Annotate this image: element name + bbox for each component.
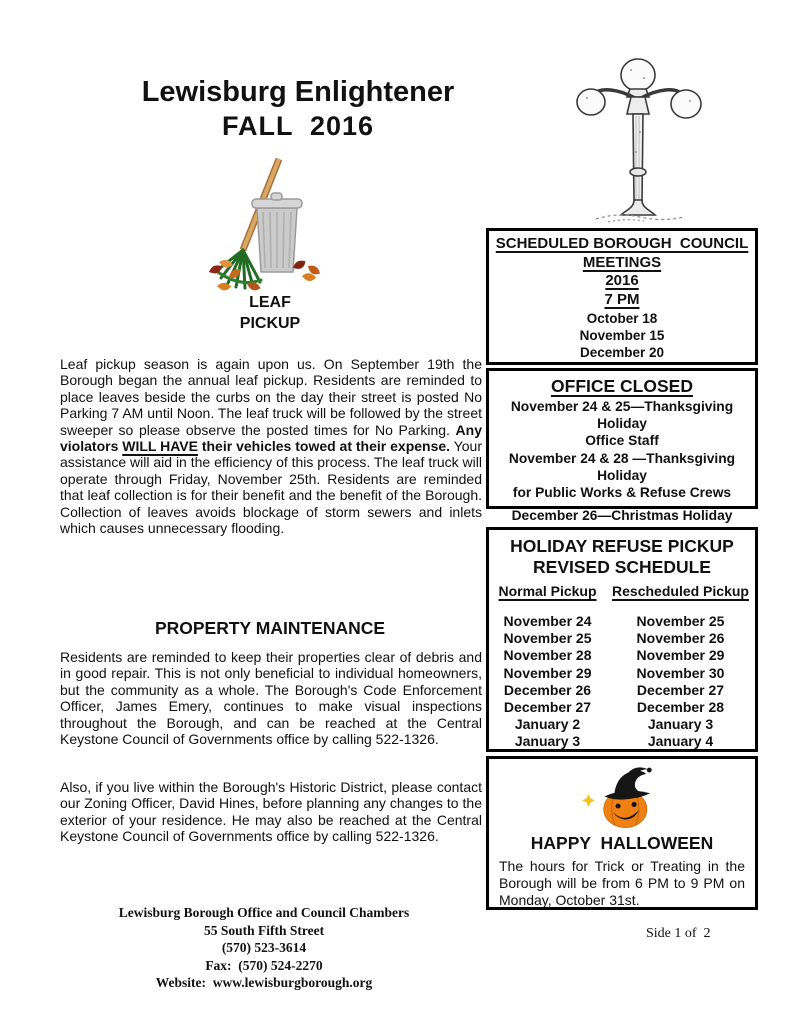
leaf-pickup-text-1: Leaf pickup season is again upon us. On September 19th the Borough began the annual leaf pickup. Residents are reminded to place leaves beside the curbs on the day their street is posted No Parking 7 AM until Noon. The leaf truck will be followed by the street sweeper so please observe the posted times for No Parking. <box>60 356 482 438</box>
halloween-title: HAPPY HALLOWEEN <box>530 833 714 853</box>
leaf-pickup-bold-1: Any violators <box>60 421 482 455</box>
council-meeting-date: November 15 <box>579 328 665 343</box>
refuse-normal-date: January 2 <box>514 716 581 733</box>
leaf-pickup-heading <box>60 292 480 334</box>
council-meetings-title-line2: MEETINGS <box>582 253 662 271</box>
leaf-pickup-paragraph <box>60 356 482 536</box>
refuse-rescheduled-date: November 25 <box>636 613 725 629</box>
leaf-pickup-heading-line1: LEAF <box>249 294 291 311</box>
leaf-pickup-text-2: Your assistance will aid in the efficiency of this process. The leaf truck will operate through Friday, November 25th. Residents are reminded that leaf collection is for their benefit and the benefit of the Borough. Collection of leaves avoids blockage of storm sewers and inlets which causes unnecessary flooding. <box>60 438 483 537</box>
council-meeting-date: October 18 <box>586 311 658 326</box>
refuse-rescheduled-date: December 27 <box>636 681 725 698</box>
side-page-label: Side 1 of 2 <box>646 926 711 941</box>
council-meetings-title-line1: SCHEDULED BOROUGH COUNCIL <box>495 235 749 252</box>
refuse-rescheduled-date: January 4 <box>647 733 714 750</box>
newsletter-title: Lewisburg Enlightener <box>141 76 455 108</box>
refuse-normal-date: December 27 <box>503 699 592 716</box>
refuse-rescheduled-date: December 28 <box>636 699 725 716</box>
refuse-normal-date: January 3 <box>514 733 581 750</box>
office-closed-box <box>486 368 758 524</box>
refuse-normal-date: December 26 <box>503 681 592 698</box>
leaf-pickup-bold-2: their vehicles towed at their expense. <box>197 438 451 455</box>
lamppost-icon <box>538 52 743 227</box>
refuse-normal-date: November 28 <box>503 647 592 664</box>
council-meeting-date: December 20 <box>579 345 665 360</box>
pumpkin-witch-hat-icon <box>560 762 685 830</box>
council-meetings-box <box>486 228 758 365</box>
property-maintenance-heading: PROPERTY MAINTENANCE <box>154 618 386 638</box>
office-fax: Fax: (570) 524-2270 <box>205 957 323 973</box>
refuse-normal-date: November 29 <box>503 664 592 681</box>
council-meetings-time: 7 PM <box>604 290 640 308</box>
refuse-rows <box>489 613 755 751</box>
refuse-normal-date: November 24 <box>503 613 592 629</box>
refuse-rescheduled-date: November 26 <box>636 630 725 647</box>
refuse-col-rescheduled: Rescheduled Pickup <box>612 583 749 599</box>
office-website: Website: www.lewisburgborough.org <box>155 975 373 990</box>
office-closed-line: December 26—Christmas Holiday <box>511 508 733 524</box>
refuse-title-line1: HOLIDAY REFUSE PICKUP <box>510 536 734 556</box>
office-address: 55 South Fifth Street <box>203 922 325 938</box>
borough-office-contact <box>60 904 468 992</box>
office-closed-line: November 24 & 28 —Thanksgiving Holiday <box>508 450 739 483</box>
council-meeting-dates <box>489 310 755 361</box>
halloween-paragraph: The hours for Trick or Treating in the Borough will be from 6 PM to 9 PM on Monday, October 31st. <box>499 858 745 908</box>
office-closed-title: OFFICE CLOSED <box>551 376 693 396</box>
refuse-normal-date: November 25 <box>503 630 592 647</box>
council-meetings-year: 2016 <box>605 272 639 289</box>
refuse-rescheduled-date: November 30 <box>636 664 725 681</box>
office-name: Lewisburg Borough Office and Council Chambers <box>118 905 410 920</box>
halloween-box <box>486 756 758 910</box>
refuse-rescheduled-date: January 3 <box>647 716 714 733</box>
property-maintenance-paragraph-1: Residents are reminded to keep their properties clear of debris and in good repair. This is not only beneficial to individual homeowners, but the community as a whole. The Borough's Code Enforcement Officer, James Emery, continues to make visual inspections throughout the Borough, and can be reached at the Central Keystone Council of Governments office by calling 522-1326. <box>60 649 482 748</box>
refuse-rescheduled-date: November 29 <box>636 647 725 664</box>
refuse-col-normal: Normal Pickup <box>498 583 597 599</box>
office-closed-line: for Public Works & Refuse Crews <box>512 485 732 501</box>
office-phone: (570) 523-3614 <box>221 940 307 955</box>
refuse-title-line2: REVISED SCHEDULE <box>533 557 711 577</box>
refuse-column-headers <box>489 582 755 600</box>
masthead <box>78 74 518 142</box>
office-closed-line: Office Staff <box>585 433 659 449</box>
property-maintenance-paragraph-2: Also, if you live within the Borough's Historic District, please contact our Zoning Officer, David Hines, before planning any changes to the exterior of your residence. He may also be reached at the Central Keystone Council of Governments office by calling 522-1326. <box>60 779 482 845</box>
leaf-pickup-heading-line2: PICKUP <box>239 315 301 332</box>
leaf-cleanup-icon <box>205 156 323 298</box>
newsletter-issue: FALL 2016 <box>221 111 375 141</box>
leaf-pickup-bold-underline: WILL HAVE <box>122 438 198 455</box>
refuse-schedule-box <box>486 527 758 752</box>
office-closed-line: November 24 & 25—Thanksgiving Holiday <box>510 399 741 432</box>
